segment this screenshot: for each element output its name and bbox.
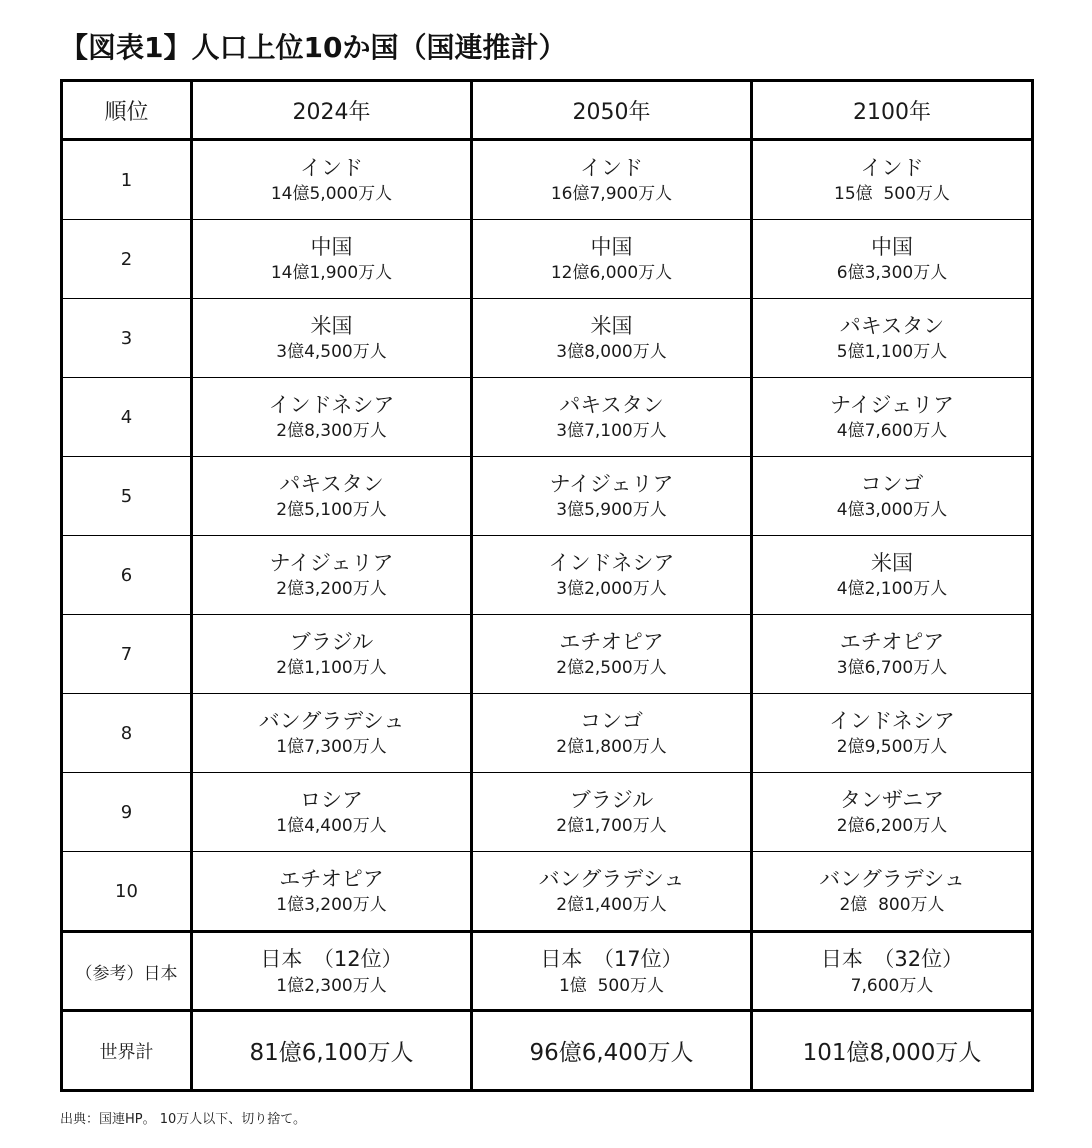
population-value: 3億7,100万人 <box>556 421 667 441</box>
cell-2024 <box>192 457 472 536</box>
table-row <box>62 536 1033 615</box>
cell-2050 <box>472 140 752 220</box>
header-2100: 2100年 <box>752 81 1033 140</box>
cell-2100 <box>752 457 1033 536</box>
cell-2100 <box>752 773 1033 852</box>
rank-number: 2 <box>62 220 192 299</box>
cell-2024 <box>192 378 472 457</box>
cell-2100 <box>752 220 1033 299</box>
cell-2100 <box>752 615 1033 694</box>
population-value: 2億1,800万人 <box>556 737 667 757</box>
population-value: 2億3,200万人 <box>276 579 387 599</box>
country-name: パキスタン <box>839 314 945 338</box>
rank-number: 3 <box>62 299 192 378</box>
world-total-2050 <box>472 1011 752 1091</box>
cell-2100 <box>752 852 1033 932</box>
country-name: インド <box>580 156 643 180</box>
country-name: エチオピア <box>279 867 384 891</box>
population-value: 2億8,300万人 <box>276 421 387 441</box>
country-name: 中国 <box>310 235 353 259</box>
rank-number: 4 <box>62 378 192 457</box>
table-row <box>62 457 1033 536</box>
population-value: 3億8,000万人 <box>556 342 667 362</box>
cell-2024 <box>192 536 472 615</box>
rank-number: 6 <box>62 536 192 615</box>
population-value: 3億4,500万人 <box>276 342 387 362</box>
population-value: 2億1,100万人 <box>276 658 387 678</box>
rank-number: 5 <box>62 457 192 536</box>
population-value: 1億7,300万人 <box>276 737 387 757</box>
country-name: 中国 <box>871 235 913 259</box>
cell-2024 <box>192 140 472 220</box>
country-name: ブラジル <box>289 630 374 654</box>
rank-number: 9 <box>62 773 192 852</box>
cell-2100 <box>752 378 1033 457</box>
rank-number: 8 <box>62 694 192 773</box>
country-name: パキスタン <box>279 472 384 496</box>
country-name: インドネシア <box>829 709 955 733</box>
cell-2024 <box>192 773 472 852</box>
table-row <box>62 773 1033 852</box>
japan-population: 7,600万人 <box>850 976 934 996</box>
population-value: 2億 800万人 <box>839 895 945 915</box>
table-row <box>62 694 1033 773</box>
population-value: 2億5,100万人 <box>276 500 387 520</box>
cell-2024 <box>192 615 472 694</box>
country-name: パキスタン <box>559 393 664 417</box>
japan-rank-text: 日本 （17位） <box>540 947 683 971</box>
country-name: 米国 <box>310 314 353 338</box>
table-header-row <box>62 81 1033 140</box>
country-name: エチオピア <box>839 630 945 654</box>
world-total-value: 96億6,400万人 <box>529 1040 694 1066</box>
table-row <box>62 378 1033 457</box>
cell-2050 <box>472 773 752 852</box>
population-value: 2億1,400万人 <box>556 895 667 915</box>
japan-rank-text: 日本 （32位） <box>820 947 964 971</box>
cell-2050 <box>472 299 752 378</box>
page-title: 【図表1】人口上位10か国（国連推計） <box>60 31 567 64</box>
world-total-value: 81億6,100万人 <box>249 1040 414 1066</box>
cell-2024 <box>192 694 472 773</box>
table-row <box>62 220 1033 299</box>
country-name: インドネシア <box>548 551 675 575</box>
population-value: 2億1,700万人 <box>556 816 667 836</box>
population-value: 1億3,200万人 <box>276 895 387 915</box>
japan-reference-row <box>62 932 1033 1011</box>
country-name: コンゴ <box>580 709 643 733</box>
population-value: 14億5,000万人 <box>270 184 393 204</box>
country-name: エチオピア <box>559 630 664 654</box>
country-name: コンゴ <box>860 472 924 496</box>
table-row <box>62 852 1033 932</box>
world-total-2024 <box>192 1011 472 1091</box>
cell-2100 <box>752 694 1033 773</box>
cell-2050 <box>472 694 752 773</box>
country-name: タンザニア <box>839 788 945 812</box>
japan-population: 1億 500万人 <box>558 976 665 996</box>
world-total-2100 <box>752 1011 1033 1091</box>
population-value: 2億2,500万人 <box>556 658 667 678</box>
cell-2050 <box>472 378 752 457</box>
cell-2024 <box>192 852 472 932</box>
population-value: 3億6,700万人 <box>836 658 948 678</box>
table-row <box>62 140 1033 220</box>
population-value: 4億2,100万人 <box>836 579 948 599</box>
country-name: ナイジェリア <box>269 551 394 575</box>
japan-rank-text: 日本 （12位） <box>260 947 403 971</box>
cell-2050 <box>472 536 752 615</box>
population-ranking-table <box>60 79 1034 1092</box>
table-row <box>62 299 1033 378</box>
country-name: バングラデシュ <box>258 709 405 733</box>
world-total-label: 世界計 <box>62 1011 192 1091</box>
country-name: ナイジェリア <box>829 393 955 417</box>
cell-2050 <box>472 220 752 299</box>
header-2050: 2050年 <box>472 81 752 140</box>
source-footnote: 出典：国連HP。 10万人以下、切り捨て。 <box>60 1112 307 1127</box>
cell-2100 <box>752 140 1033 220</box>
cell-2050 <box>472 457 752 536</box>
country-name: 米国 <box>590 314 633 338</box>
country-name: インド <box>300 156 363 180</box>
rank-number: 7 <box>62 615 192 694</box>
country-name: 中国 <box>590 235 633 259</box>
header-rank: 順位 <box>62 81 192 140</box>
population-value: 4億7,600万人 <box>836 421 948 441</box>
world-total-value: 101億8,000万人 <box>802 1040 982 1066</box>
population-value: 14億1,900万人 <box>270 263 393 283</box>
rank-number: 1 <box>62 140 192 220</box>
country-name: 米国 <box>871 551 913 575</box>
japan-population: 1億2,300万人 <box>276 976 387 996</box>
japan-label: （参考）日本 <box>62 932 192 1011</box>
cell-2024 <box>192 299 472 378</box>
cell-2024 <box>192 220 472 299</box>
population-value: 12億6,000万人 <box>550 263 673 283</box>
population-value: 16億7,900万人 <box>550 184 673 204</box>
cell-2100 <box>752 299 1033 378</box>
country-name: ブラジル <box>569 788 654 812</box>
country-name: インドネシア <box>268 393 395 417</box>
population-value: 6億3,300万人 <box>836 263 948 283</box>
japan-cell-2050 <box>472 932 752 1011</box>
population-value: 2億9,500万人 <box>836 737 948 757</box>
japan-cell-2100 <box>752 932 1033 1011</box>
table-row <box>62 615 1033 694</box>
rank-number: 10 <box>62 852 192 932</box>
cell-2050 <box>472 615 752 694</box>
population-value: 15億 500万人 <box>834 184 950 204</box>
cell-2100 <box>752 536 1033 615</box>
population-value: 5億1,100万人 <box>836 342 948 362</box>
country-name: ロシア <box>300 788 363 812</box>
country-name: インド <box>860 156 924 180</box>
japan-cell-2024 <box>192 932 472 1011</box>
cell-2050 <box>472 852 752 932</box>
population-value: 3億2,000万人 <box>556 579 667 599</box>
country-name: バングラデシュ <box>819 867 965 891</box>
population-value: 2億6,200万人 <box>836 816 948 836</box>
population-value: 1億4,400万人 <box>276 816 387 836</box>
population-value: 3億5,900万人 <box>556 500 667 520</box>
population-value: 4億3,000万人 <box>836 500 948 520</box>
world-total-row <box>62 1011 1033 1091</box>
country-name: バングラデシュ <box>538 867 685 891</box>
header-2024: 2024年 <box>192 81 472 140</box>
country-name: ナイジェリア <box>549 472 674 496</box>
